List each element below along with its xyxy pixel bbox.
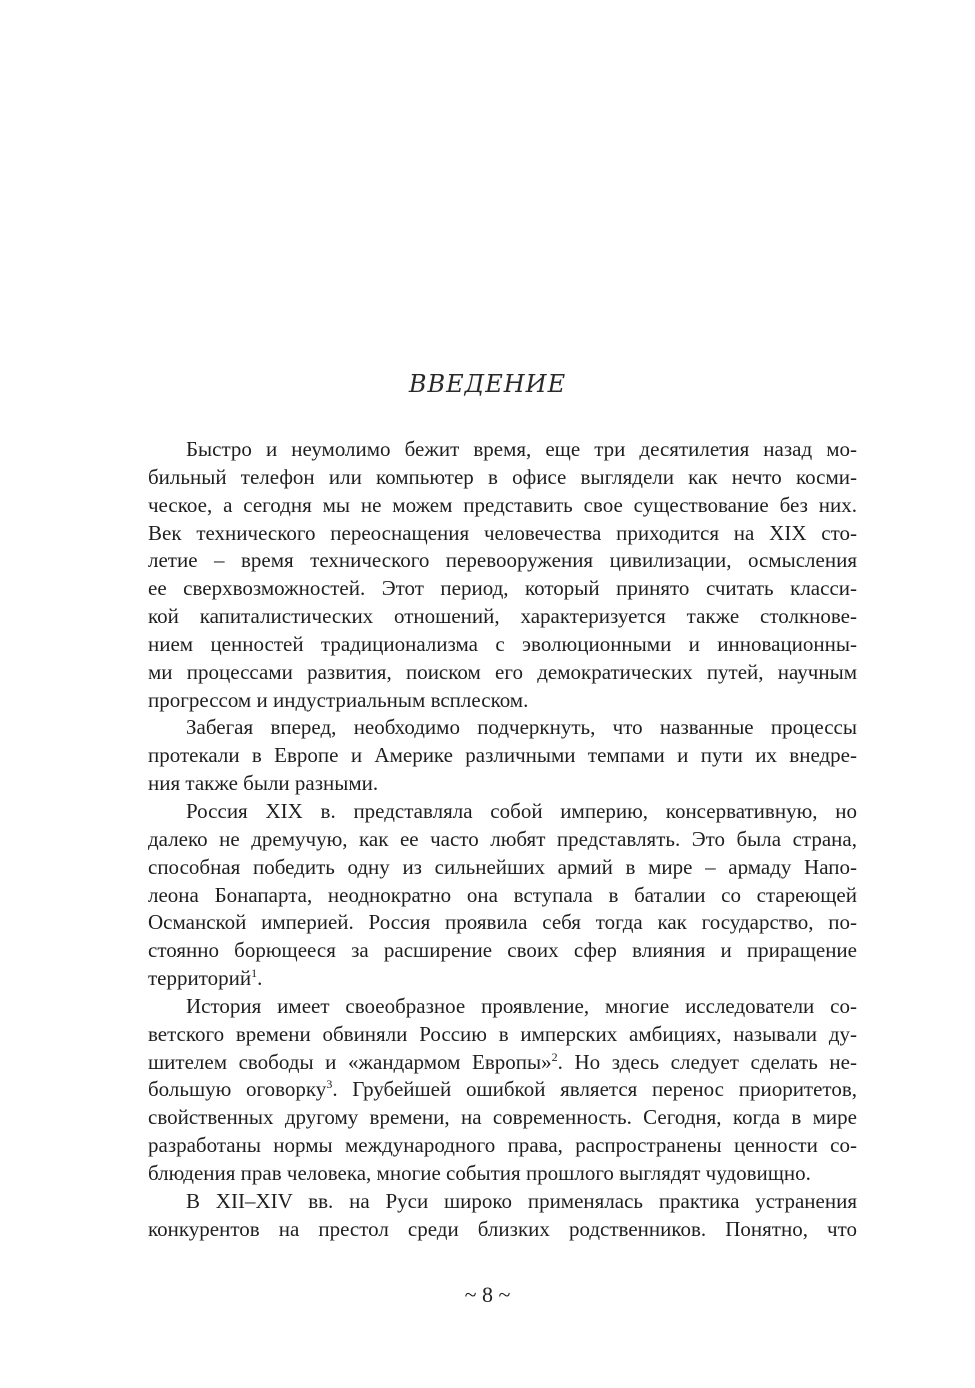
text-line: Забегая вперед, необходимо подчеркнуть, что названные процессы [186,715,857,740]
text-line: конкурентов на престол среди близких родственников. Понятно, что [148,1216,857,1241]
paragraph [148,436,857,714]
paragraph [148,993,857,1188]
footnote-marker: 3 [326,1077,333,1092]
text-fragment: большую оговорку [148,1077,327,1102]
text-line: ветского времени обвиняли Россию в имперских амбициях, называли ду- [148,1021,857,1046]
text-line: стоянно борющееся за расширение своих сфер влияния и приращение [148,938,857,963]
text-line [148,1076,857,1104]
text-line: способная победить одну из сильнейших армий в мире – армаду Напо- [148,854,857,879]
text-line: далеко не дремучую, как ее часто любят представлять. Это была страна, [148,826,857,851]
text-line: кой капиталистических отношений, характеризуется также столкнове- [148,604,857,629]
text-fragment: . [257,966,263,991]
text-line: свойственных другому времени, на современность. Сегодня, когда в мире [148,1105,857,1130]
text-line: прогрессом и индустриальным всплеском. [148,687,529,712]
text-fragment: территорий [148,966,252,991]
text-line: ческое, а сегодня мы не можем представить свое существование без них. [148,492,857,517]
chapter-heading: ВВЕДЕНИЕ [408,370,567,398]
text-line: История имеет своеобразное проявление, многие исследователи со- [186,993,857,1018]
text-line: ния также были разными. [148,771,379,796]
text-line [148,965,857,993]
footnote-marker: 2 [551,1049,558,1064]
text-line: леона Бонапарта, неоднократно она вступала в баталии со стареющей [148,882,857,907]
text-line: ми процессами развития, поиском его демократических путей, научным [148,659,857,684]
text-line: нием ценностей традиционализма с эволюционными и инновационны- [148,631,857,656]
text-line: Османской империей. Россия проявила себя тогда как государство, по- [148,910,857,935]
text-line: Век технического переоснащения человечества приходится на XIX сто- [148,520,857,545]
text-line: разработаны нормы международного права, распространены ценности со- [148,1133,857,1158]
page-number: ~ 8 ~ [464,1282,511,1307]
text-line: ее сверхвозможностей. Этот период, который принято считать класси- [148,576,857,601]
paragraph [148,1188,857,1244]
text-line: В XII–XIV вв. на Руси широко применялась практика устранения [186,1188,857,1213]
paragraph [148,714,857,798]
text-line: протекали в Европе и Америке различными темпами и пути их внедре- [148,743,857,768]
text-line: Быстро и неумолимо бежит время, еще три десятилетия назад мо- [186,437,857,461]
body-text [148,436,857,1243]
text-line: бильный телефон или компьютер в офисе выглядели как нечто косми- [148,464,857,489]
text-line: Россия XIX в. представляла собой империю, консервативную, но [186,798,857,823]
text-fragment: . Грубейшей ошибкой является перенос приоритетов, [332,1077,857,1102]
text-fragment: . Но здесь следует сделать не- [557,1049,857,1074]
text-line [148,1049,857,1077]
text-line: блюдения прав человека, многие события прошлого выглядят чудовищно. [148,1160,811,1185]
text-fragment: шителем свободы и «жандармом Европы» [148,1049,552,1074]
footnote-marker: 1 [251,966,258,981]
text-line: летие – время технического перевооружения цивилизации, осмысления [148,548,857,573]
paragraph [148,798,857,993]
